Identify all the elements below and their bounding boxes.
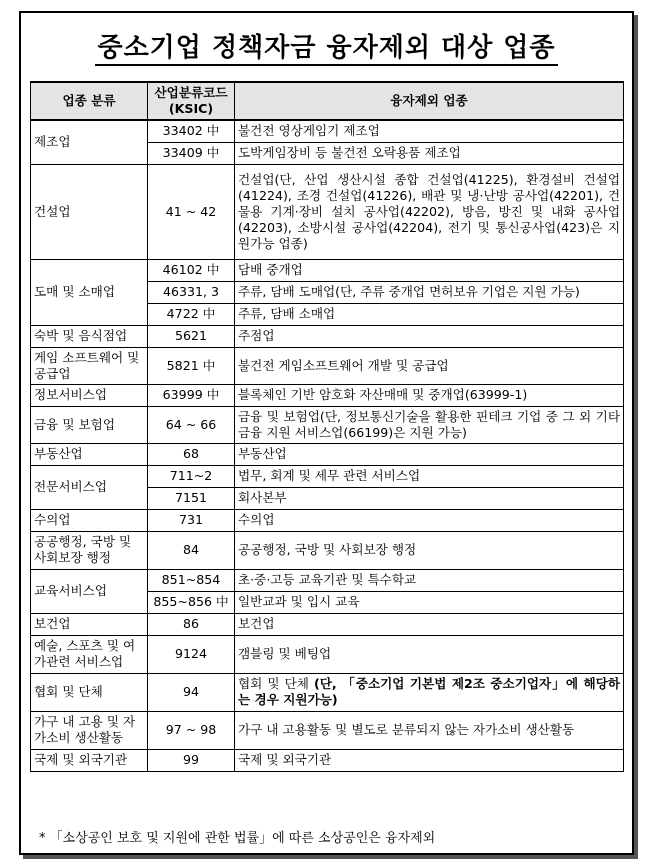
table-row [31, 673, 624, 711]
industry-description: 회사본부 [238, 490, 287, 505]
ksic-code-cell: 855~856 中 [148, 591, 235, 613]
ksic-code-cell: 851~854 [148, 569, 235, 591]
excluded-industry-cell [235, 347, 624, 384]
ksic-code-cell: 731 [148, 509, 235, 531]
category-cell: 금융 및 보험업 [31, 406, 148, 443]
industry-description: 금융 및 보험업(단, 정보통신기술을 활용한 핀테크 기업 중 그 외 기타 금융 지원 서비스업(66199)은 지원 가능) [238, 408, 620, 440]
category-cell: 부동산업 [31, 443, 148, 465]
excluded-industry-cell [235, 749, 624, 771]
excluded-industry-cell [235, 384, 624, 406]
industry-description: 주점업 [238, 328, 275, 343]
table-header-row [31, 82, 624, 120]
industry-description: 국제 및 외국기관 [238, 752, 332, 767]
category-cell: 보건업 [31, 613, 148, 635]
ksic-code-cell: 5821 中 [148, 347, 235, 384]
excluded-industry-cell [235, 569, 624, 591]
industry-description: 일반교과 및 입시 교육 [238, 594, 360, 609]
table-row [31, 569, 624, 591]
table-row [31, 711, 624, 749]
industry-description: 가구 내 고용활동 및 별도로 분류되지 않는 자가소비 생산활동 [238, 722, 575, 737]
ksic-code-cell: 84 [148, 531, 235, 569]
category-cell: 국제 및 외국기관 [31, 749, 148, 771]
ksic-code-cell: 711~2 [148, 465, 235, 487]
excluded-industry-cell [235, 164, 624, 259]
industry-description: 초·중·고등 교육기관 및 특수학교 [238, 572, 417, 587]
excluded-industry-cell [235, 487, 624, 509]
excluded-industry-cell [235, 142, 624, 164]
category-cell: 게임 소프트웨어 및 공급업 [31, 347, 148, 384]
table-row [31, 347, 624, 384]
table-row [31, 635, 624, 673]
excluded-industry-cell [235, 635, 624, 673]
document-frame [19, 11, 634, 855]
excluded-industry-cell [235, 711, 624, 749]
ksic-code-cell: 99 [148, 749, 235, 771]
ksic-code-cell: 97 ~ 98 [148, 711, 235, 749]
category-cell: 제조업 [31, 120, 148, 164]
table-row [31, 406, 624, 443]
excluded-industry-cell [235, 281, 624, 303]
excluded-industry-cell [235, 443, 624, 465]
table-row [31, 531, 624, 569]
ksic-code-cell: 33409 中 [148, 142, 235, 164]
header-code: 산업분류코드 (KSIC) [148, 82, 235, 120]
page-title: 중소기업 정책자금 융자제외 대상 업종 [21, 27, 632, 64]
excluded-industry-cell [235, 120, 624, 142]
category-cell: 예술, 스포츠 및 여가관련 서비스업 [31, 635, 148, 673]
category-cell: 전문서비스업 [31, 465, 148, 509]
industry-description: 부동산업 [238, 446, 287, 461]
excluded-industry-cell [235, 531, 624, 569]
ksic-code-cell: 7151 [148, 487, 235, 509]
industry-description: 갬블링 및 베팅업 [238, 646, 332, 661]
excluded-industry-cell [235, 259, 624, 281]
table-row [31, 259, 624, 281]
ksic-code-cell: 41 ~ 42 [148, 164, 235, 259]
excluded-industry-cell [235, 303, 624, 325]
category-cell: 공공행정, 국방 및 사회보장 행정 [31, 531, 148, 569]
table-row [31, 465, 624, 487]
excluded-industry-cell [235, 325, 624, 347]
excluded-industries-table [30, 81, 624, 772]
industry-exception-note: (단, 「중소기업 기본법 제2조 중소기업자」에 해당하는 경우 지원가능) [238, 676, 620, 707]
header-excluded: 융자제외 업종 [235, 82, 624, 120]
table-row [31, 509, 624, 531]
table-row [31, 443, 624, 465]
table-row [31, 749, 624, 771]
footnote: * 「소상공인 보호 및 지원에 관한 법률」에 따른 소상공인은 융자제외 [39, 831, 436, 846]
industry-description: 수의업 [238, 512, 275, 527]
category-cell: 정보서비스업 [31, 384, 148, 406]
table-row [31, 325, 624, 347]
category-cell: 건설업 [31, 164, 148, 259]
industry-description: 주류, 담배 도매업(단, 주류 중개업 면허보유 기업은 지원 가능) [238, 284, 580, 299]
category-cell: 수의업 [31, 509, 148, 531]
industry-description: 주류, 담배 소매업 [238, 306, 336, 321]
ksic-code-cell: 33402 中 [148, 120, 235, 142]
ksic-code-cell: 64 ~ 66 [148, 406, 235, 443]
table-row [31, 613, 624, 635]
excluded-industry-cell [235, 465, 624, 487]
ksic-code-cell: 5621 [148, 325, 235, 347]
industry-description: 건설업(단, 산업 생산시설 종합 건설업(41225), 환경설비 건설업(41224), 조경 건설업(41226), 배관 및 냉·난방 공사업(42201), 건물용 기계·장비 설치 공사업(42202), 방음, 방진 및 내화 공사업(42203), 소방시설 공사업(42204), 전기 및 통신공사업(423)은 지원가능 업종) [238, 171, 620, 251]
industry-description: 불건전 영상게임기 제조업 [238, 123, 380, 139]
category-cell: 가구 내 고용 및 자가소비 생산활동 [31, 711, 148, 749]
table-row [31, 384, 624, 406]
category-cell: 교육서비스업 [31, 569, 148, 613]
ksic-code-cell: 9124 [148, 635, 235, 673]
category-cell: 협회 및 단체 [31, 673, 148, 711]
industry-description: 협회 및 단체 [238, 676, 314, 691]
industry-description: 도박게임장비 등 불건전 오락용품 제조업 [238, 145, 461, 160]
industry-description: 보건업 [238, 616, 275, 631]
industry-description: 불건전 게임소프트웨어 개발 및 공급업 [238, 357, 449, 373]
ksic-code-cell: 63999 中 [148, 384, 235, 406]
ksic-code-cell: 46102 中 [148, 259, 235, 281]
excluded-industry-cell [235, 613, 624, 635]
ksic-code-cell: 68 [148, 443, 235, 465]
table-row [31, 120, 624, 142]
ksic-code-cell: 46331, 3 [148, 281, 235, 303]
ksic-code-cell: 4722 中 [148, 303, 235, 325]
table-row [31, 164, 624, 259]
excluded-industry-cell [235, 591, 624, 613]
industry-description: 블록체인 기반 암호화 자산매매 및 중개업(63999-1) [238, 387, 528, 402]
ksic-code-cell: 86 [148, 613, 235, 635]
industry-description: 공공행정, 국방 및 사회보장 행정 [238, 542, 417, 557]
excluded-industry-cell [235, 406, 624, 443]
excluded-industry-cell [235, 509, 624, 531]
header-category: 업종 분류 [31, 82, 148, 120]
excluded-industry-cell [235, 673, 624, 711]
industry-description: 법무, 회계 및 세무 관련 서비스업 [238, 468, 421, 483]
category-cell: 도매 및 소매업 [31, 259, 148, 325]
category-cell: 숙박 및 음식점업 [31, 325, 148, 347]
industry-description: 담배 중개업 [238, 262, 303, 277]
ksic-code-cell: 94 [148, 673, 235, 711]
